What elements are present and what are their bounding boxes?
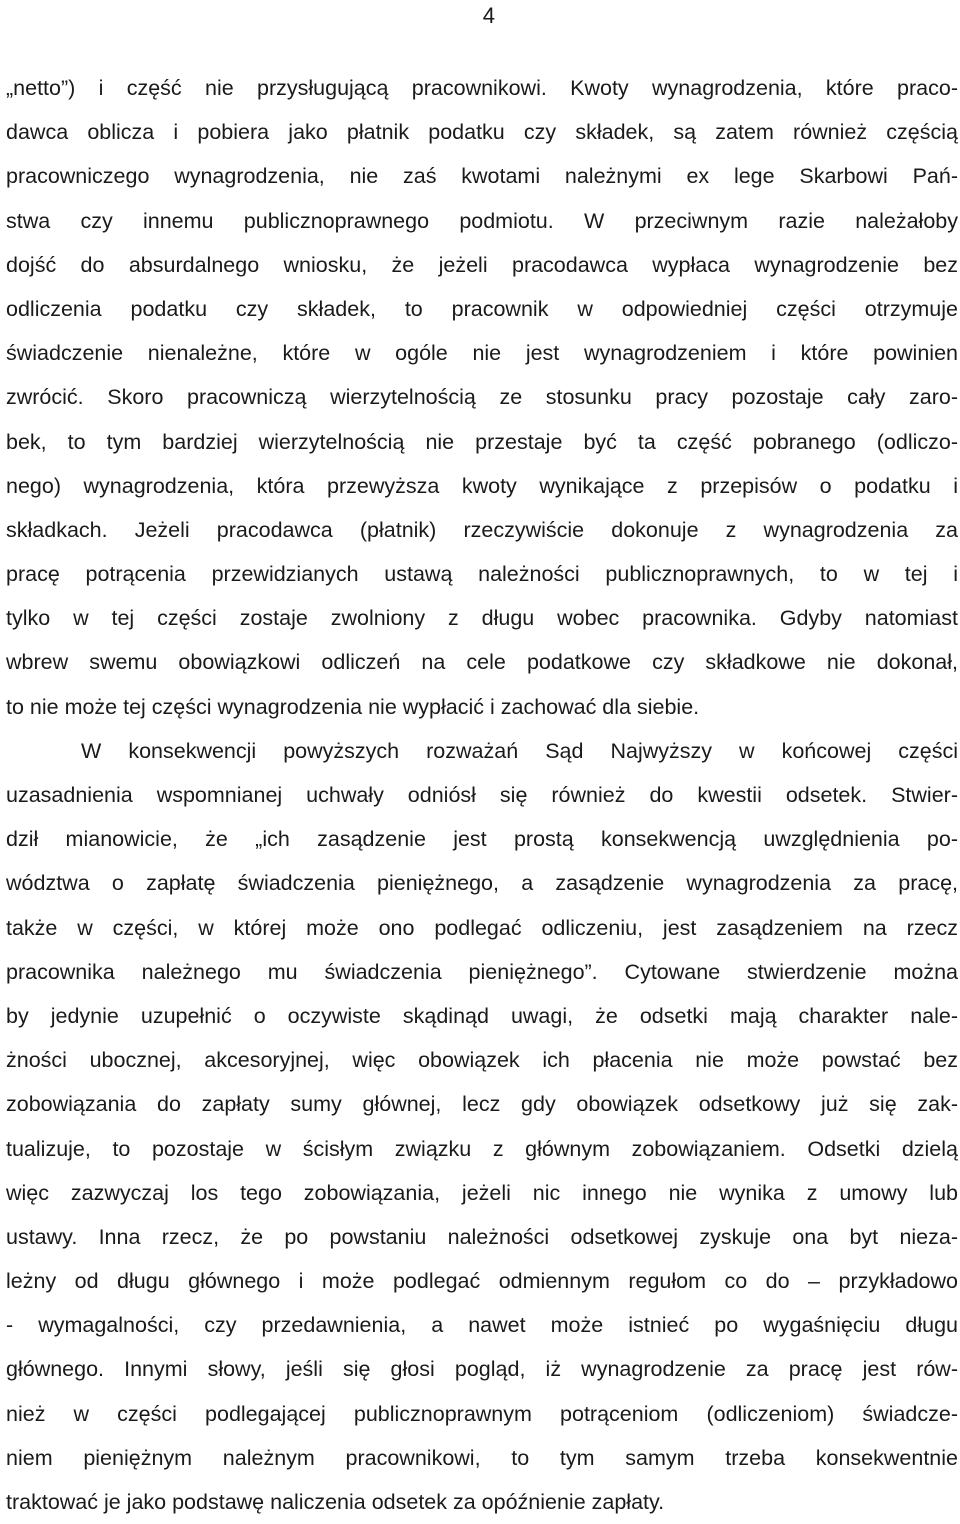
text-line: dojść do absurdalnego wniosku, że jeżeli pracodawca wypłaca wynagrodzenie bez bbox=[6, 252, 958, 277]
text-line: pracowniczego wynagrodzenia, nie zaś kwotami należnymi ex lege Skarbowi Pań- bbox=[6, 164, 958, 189]
text-line: tualizuje, to pozostaje w ścisłym związku z głównym zobowiązaniem. Odsetki dzielą bbox=[6, 1136, 958, 1161]
text-line: ustawy. Inna rzecz, że po powstaniu należności odsetkowej zyskuje ona byt nieza- bbox=[6, 1224, 958, 1249]
text-line: nież w części podlegającej publicznoprawnym potrąceniom (odliczeniom) świadcze- bbox=[6, 1401, 958, 1426]
text-line: głównego. Innymi słowy, jeśli się głosi pogląd, iż wynagrodzenie za pracę jest rów- bbox=[6, 1357, 958, 1382]
text-line: pracownika należnego mu świadczenia pieniężnego”. Cytowane stwierdzenie można bbox=[6, 959, 958, 984]
text-line: więc zazwyczaj los tego zobowiązania, jeżeli nic innego nie wynika z umowy lub bbox=[6, 1180, 958, 1205]
text-line: stwa czy innemu publicznoprawnego podmiotu. W przeciwnym razie należałoby bbox=[6, 208, 958, 233]
text-line: tylko w tej części zostaje zwolniony z długu wobec pracownika. Gdyby natomiast bbox=[6, 606, 958, 631]
text-line: - wymagalności, czy przedawnienia, a nawet może istnieć po wygaśnięciu długu bbox=[6, 1313, 958, 1338]
text-line: odliczenia podatku czy składek, to pracownik w odpowiedniej części otrzymuje bbox=[6, 296, 958, 321]
text-line: to nie może tej części wynagrodzenia nie wypłacić i zachować dla siebie. bbox=[6, 694, 700, 719]
text-line: żności ubocznej, akcesoryjnej, więc obowiązek ich płacenia nie może powstać bez bbox=[6, 1048, 958, 1073]
text-line: dził mianowicie, że „ich zasądzenie jest prostą konsekwencją uwzględnienia po- bbox=[6, 827, 958, 852]
page-number: 4 bbox=[482, 3, 495, 28]
text-line: pracę potrącenia przewidzianych ustawą należności publicznoprawnych, to w tej i bbox=[6, 562, 958, 587]
text-line: „netto”) i część nie przysługującą pracownikowi. Kwoty wynagrodzenia, które praco- bbox=[6, 76, 958, 100]
text-line: składkach. Jeżeli pracodawca (płatnik) rzeczywiście dokonuje z wynagrodzenia za bbox=[6, 517, 958, 542]
text-line: by jedynie uzupełnić o oczywiste skądinąd uwagi, że odsetki mają charakter nale- bbox=[6, 1003, 958, 1028]
text-line: nego) wynagrodzenia, która przewyższa kwoty wynikające z przepisów o podatku i bbox=[6, 473, 958, 498]
text-line: uzasadnienia wspomnianej uchwały odniósł się również do kwestii odsetek. Stwier- bbox=[6, 783, 958, 807]
text-line: zwrócić. Skoro pracowniczą wierzytelnością ze stosunku pracy pozostaje cały zaro- bbox=[6, 385, 958, 410]
body-text bbox=[6, 66, 958, 1524]
text-line: wbrew swemu obowiązkowi odliczeń na cele podatkowe czy składkowe nie dokonał, bbox=[6, 650, 958, 675]
text-line: bek, to tym bardziej wierzytelnością nie przestaje być ta część pobranego (odliczo- bbox=[6, 429, 958, 454]
text-line: także w części, w której może ono podlegać odliczeniu, jest zasądzeniem na rzecz bbox=[6, 915, 958, 940]
text-line: traktować je jako podstawę naliczenia odsetek za opóźnienie zapłaty. bbox=[6, 1490, 665, 1514]
text-line: niem pieniężnym należnym pracownikowi, to tym samym trzeba konsekwentnie bbox=[6, 1445, 958, 1470]
text-line: świadczenie nienależne, które w ogóle nie jest wynagrodzeniem i które powinien bbox=[6, 341, 958, 366]
text-line: W konsekwencji powyższych rozważań Sąd Najwyższy w końcowej części bbox=[81, 738, 958, 763]
text-line: leżny od długu głównego i może podlegać odmiennym regułom co do – przykładowo bbox=[6, 1269, 958, 1294]
text-line: dawca oblicza i pobiera jako płatnik podatku czy składek, są zatem również częścią bbox=[6, 120, 958, 145]
text-line: wództwa o zapłatę świadczenia pieniężnego, a zasądzenie wynagrodzenia za pracę, bbox=[6, 871, 958, 896]
text-line: zobowiązania do zapłaty sumy głównej, lecz gdy obowiązek odsetkowy już się zak- bbox=[6, 1092, 958, 1117]
